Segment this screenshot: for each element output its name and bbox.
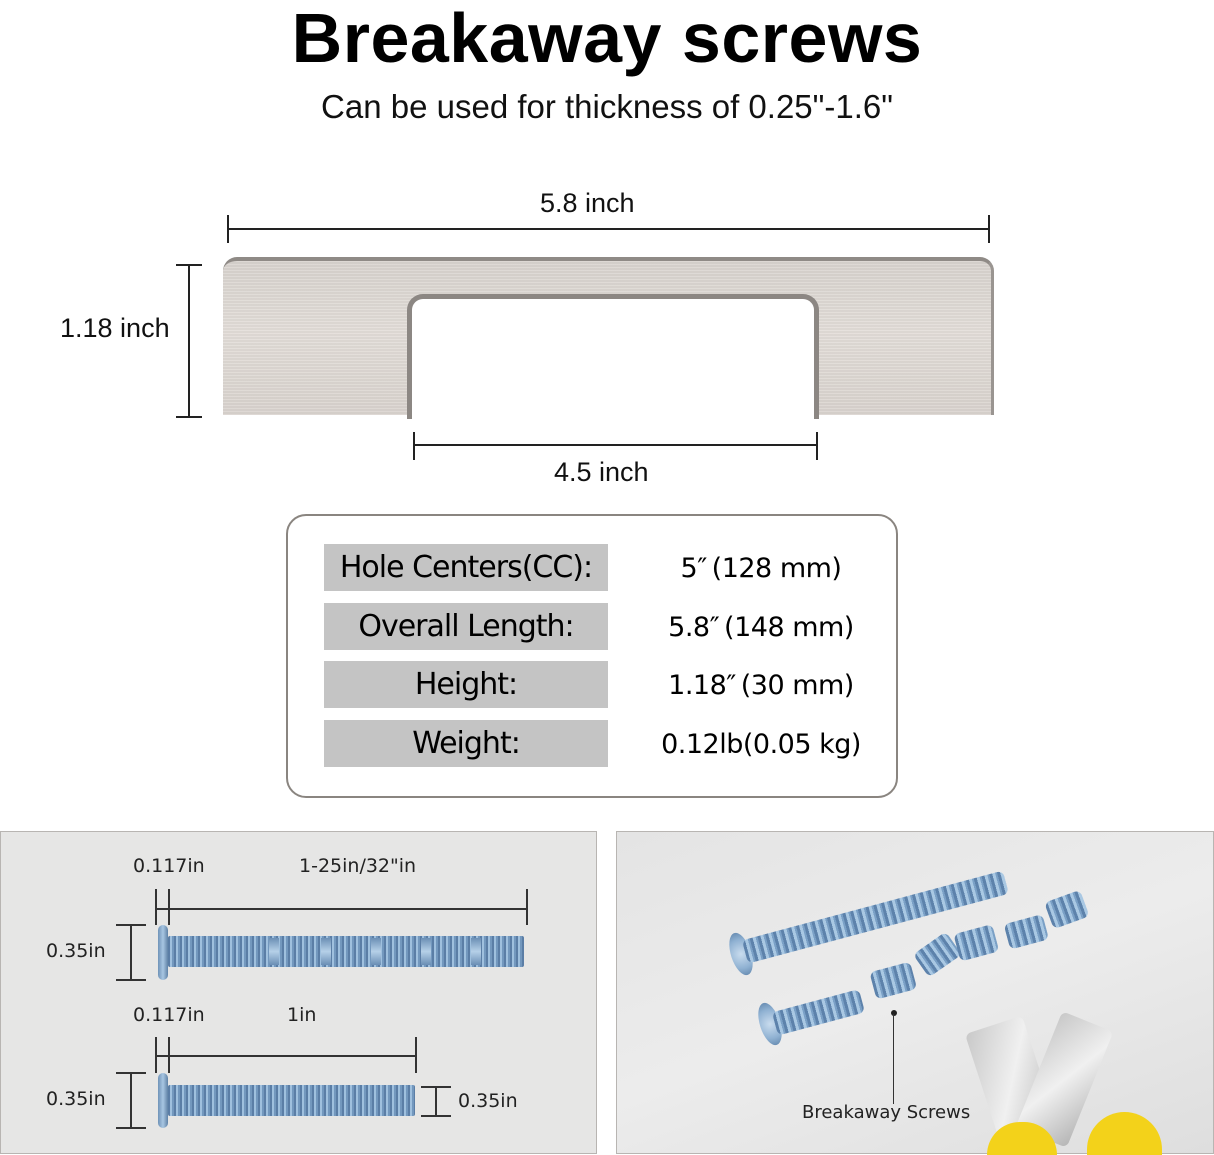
short-screw-head-diameter: 0.35in: [46, 1088, 106, 1110]
short-screw-head: [158, 1073, 168, 1128]
spec-row-overall-length: [324, 603, 884, 650]
breakaway-screws-photo: [616, 831, 1214, 1154]
short-screw-image: [168, 1085, 415, 1116]
dimension-line: [130, 1072, 132, 1128]
short-screw-shaft-length: 1in: [287, 1004, 317, 1026]
spec-label: Weight:: [324, 720, 608, 767]
callout-line: [893, 1014, 894, 1104]
breakaway-notch: [371, 938, 381, 965]
spec-table: [286, 514, 898, 798]
spec-value: 1.18″ (30 mm): [668, 670, 854, 701]
dimension-tick: [176, 264, 202, 266]
dimension-tick: [421, 1115, 451, 1117]
dimension-line: [435, 1086, 437, 1116]
overall-length-line: [228, 228, 989, 230]
opening-length-line: [414, 444, 817, 446]
long-screw-head-diameter: 0.35in: [46, 940, 106, 962]
spec-row-height: [324, 661, 884, 708]
dimension-tick: [176, 416, 202, 418]
breakaway-screws-callout: Breakaway Screws: [802, 1102, 971, 1123]
screw-segment: [953, 924, 999, 961]
breakaway-notch: [321, 938, 331, 965]
spec-row-hole-centers: [324, 544, 884, 591]
height-line: [188, 264, 190, 417]
spec-value: 5″ (128 mm): [680, 553, 842, 584]
overall-length-label: 5.8 inch: [540, 188, 635, 218]
breakaway-notch: [421, 938, 431, 965]
dimension-tick: [116, 1127, 146, 1129]
dimension-tick: [116, 924, 146, 926]
spec-label: Height:: [324, 661, 608, 708]
long-screw-head: [158, 925, 168, 980]
dimension-line: [130, 924, 132, 980]
short-screw-head-thickness: 0.117in: [133, 1004, 205, 1026]
long-screw-length-line: [155, 908, 527, 910]
breakaway-notch: [269, 938, 279, 965]
dimension-tick: [168, 889, 170, 925]
spec-value: 5.8″ (148 mm): [668, 612, 854, 643]
short-screw-length-line: [155, 1055, 416, 1057]
short-screw-photo: [772, 989, 865, 1035]
short-screw-thread-diameter: 0.35in: [458, 1090, 518, 1112]
dimension-tick: [413, 432, 415, 460]
opening-length-label: 4.5 inch: [554, 457, 649, 487]
dimension-tick: [116, 1072, 146, 1074]
screw-segment: [1004, 914, 1049, 949]
screw-dimensions-panel: [0, 831, 597, 1154]
page-title: Breakaway screws: [291, 0, 923, 77]
pliers-grip-right: [1087, 1112, 1162, 1155]
spec-row-weight: [324, 720, 884, 767]
long-screw-shaft-length: 1-25in/32"in: [299, 855, 417, 877]
screw-segment: [869, 962, 917, 1000]
dimension-tick: [816, 432, 818, 460]
callout-dot: [891, 1010, 897, 1016]
handle-opening: [407, 294, 819, 419]
spec-label: Overall Length:: [324, 603, 608, 650]
dimension-tick: [526, 889, 528, 925]
height-label: 1.18 inch: [60, 313, 170, 343]
breakaway-notch: [471, 938, 481, 965]
dimension-tick: [155, 889, 157, 925]
spec-label: Hole Centers(CC):: [324, 544, 608, 591]
spec-value: 0.12lb(0.05 kg): [661, 729, 861, 760]
dimension-tick: [421, 1086, 451, 1088]
screw-segment: [1044, 890, 1089, 929]
dimension-tick: [988, 215, 990, 243]
dimension-tick: [227, 215, 229, 243]
long-screw-head-thickness: 0.117in: [133, 855, 205, 877]
dimension-tick: [116, 979, 146, 981]
page-subtitle: Can be used for thickness of 0.25"-1.6": [321, 88, 893, 125]
